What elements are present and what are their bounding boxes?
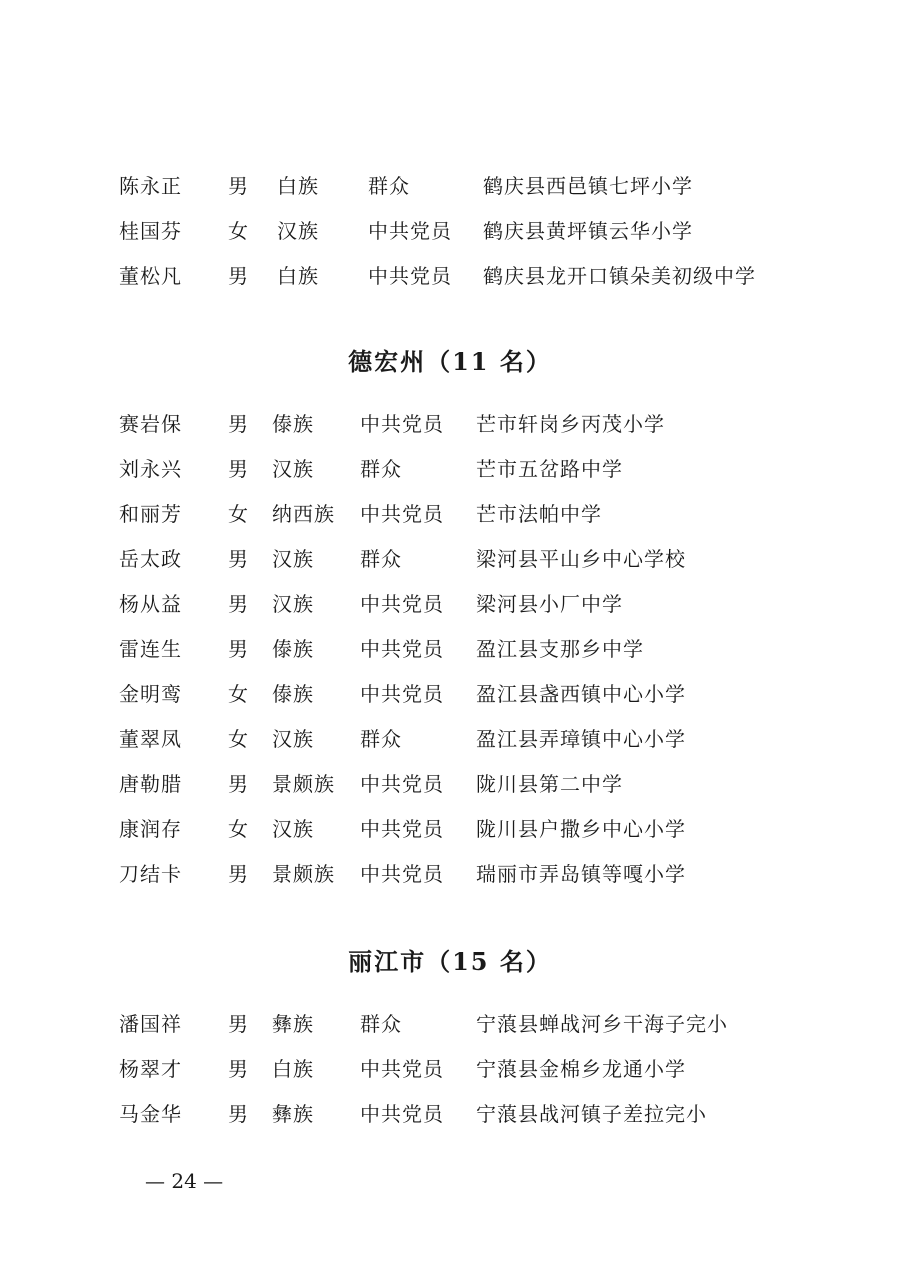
section-heading: 德宏州（11 名） — [348, 347, 552, 376]
person-ethnicity: 汉族 — [272, 817, 314, 841]
person-unit: 陇川县户撒乡中心小学 — [476, 817, 686, 841]
person-sex: 男 — [228, 547, 248, 571]
person-sex: 女 — [228, 502, 248, 526]
person-ethnicity: 汉族 — [272, 592, 314, 616]
person-name: 马金华 — [119, 1102, 182, 1126]
person-sex: 男 — [228, 637, 248, 661]
person-unit: 陇川县第二中学 — [476, 772, 623, 796]
list-item — [0, 814, 900, 844]
list-item — [0, 679, 900, 709]
person-unit: 梁河县平山乡中心学校 — [476, 547, 686, 571]
person-ethnicity: 景颇族 — [272, 862, 335, 886]
person-unit: 芒市法帕中学 — [476, 502, 602, 526]
person-ethnicity: 傣族 — [272, 682, 314, 706]
person-ethnicity: 白族 — [277, 174, 319, 198]
person-political-status: 群众 — [360, 547, 402, 571]
person-sex: 男 — [228, 412, 248, 436]
person-name: 杨从益 — [119, 592, 182, 616]
person-unit: 宁蒗县战河镇子差拉完小 — [476, 1102, 707, 1126]
person-unit: 鹤庆县龙开口镇朵美初级中学 — [483, 264, 756, 288]
person-unit: 宁蒗县金棉乡龙通小学 — [476, 1057, 686, 1081]
list-item — [0, 1009, 900, 1039]
person-sex: 女 — [228, 682, 248, 706]
list-item — [0, 1099, 900, 1129]
person-name: 唐勒腊 — [119, 772, 182, 796]
person-unit: 盈江县支那乡中学 — [476, 637, 644, 661]
person-sex: 男 — [228, 174, 248, 198]
person-ethnicity: 景颇族 — [272, 772, 335, 796]
list-item — [0, 261, 900, 291]
list-item — [0, 634, 900, 664]
list-item — [0, 1054, 900, 1084]
person-sex: 男 — [228, 862, 248, 886]
person-political-status: 群众 — [360, 457, 402, 481]
person-unit: 瑞丽市弄岛镇等嘎小学 — [476, 862, 686, 886]
person-name: 赛岩保 — [119, 412, 182, 436]
person-political-status: 中共党员 — [360, 862, 444, 886]
person-sex: 女 — [228, 219, 248, 243]
person-political-status: 中共党员 — [368, 264, 452, 288]
list-item — [0, 589, 900, 619]
person-unit: 梁河县小厂中学 — [476, 592, 623, 616]
person-sex: 男 — [228, 772, 248, 796]
person-ethnicity: 彝族 — [272, 1012, 314, 1036]
list-item — [0, 544, 900, 574]
person-sex: 男 — [228, 592, 248, 616]
person-political-status: 中共党员 — [360, 1102, 444, 1126]
person-political-status: 中共党员 — [360, 817, 444, 841]
person-sex: 男 — [228, 1057, 248, 1081]
person-sex: 男 — [228, 457, 248, 481]
page-number: — 24 — — [145, 1169, 224, 1193]
person-ethnicity: 白族 — [277, 264, 319, 288]
list-item — [0, 216, 900, 246]
list-item — [0, 171, 900, 201]
person-political-status: 中共党员 — [360, 772, 444, 796]
list-item — [0, 859, 900, 889]
person-political-status: 群众 — [360, 1012, 402, 1036]
person-sex: 男 — [228, 264, 248, 288]
person-name: 和丽芳 — [119, 502, 182, 526]
person-political-status: 中共党员 — [368, 219, 452, 243]
person-name: 刘永兴 — [119, 457, 182, 481]
person-unit: 盈江县盏西镇中心小学 — [476, 682, 686, 706]
person-unit: 芒市轩岗乡丙茂小学 — [476, 412, 665, 436]
person-unit: 鹤庆县西邑镇七坪小学 — [483, 174, 693, 198]
person-name: 岳太政 — [119, 547, 182, 571]
person-ethnicity: 汉族 — [272, 547, 314, 571]
section-heading: 丽江市（15 名） — [348, 947, 552, 976]
person-political-status: 中共党员 — [360, 412, 444, 436]
person-sex: 女 — [228, 817, 248, 841]
person-political-status: 中共党员 — [360, 502, 444, 526]
person-ethnicity: 汉族 — [272, 727, 314, 751]
person-ethnicity: 汉族 — [272, 457, 314, 481]
person-political-status: 中共党员 — [360, 1057, 444, 1081]
person-ethnicity: 白族 — [272, 1057, 314, 1081]
list-item — [0, 409, 900, 439]
person-political-status: 中共党员 — [360, 637, 444, 661]
person-name: 董翠凤 — [119, 727, 182, 751]
person-ethnicity: 彝族 — [272, 1102, 314, 1126]
person-political-status: 中共党员 — [360, 682, 444, 706]
person-political-status: 群众 — [368, 174, 410, 198]
person-name: 刀结卡 — [119, 862, 182, 886]
person-name: 雷连生 — [119, 637, 182, 661]
person-political-status: 群众 — [360, 727, 402, 751]
list-item — [0, 769, 900, 799]
person-name: 陈永正 — [119, 174, 182, 198]
person-name: 金明鸾 — [119, 682, 182, 706]
list-item — [0, 499, 900, 529]
person-name: 杨翠才 — [119, 1057, 182, 1081]
person-unit: 鹤庆县黄坪镇云华小学 — [483, 219, 693, 243]
person-unit: 芒市五岔路中学 — [476, 457, 623, 481]
person-sex: 女 — [228, 727, 248, 751]
list-item — [0, 724, 900, 754]
person-sex: 男 — [228, 1102, 248, 1126]
person-ethnicity: 汉族 — [277, 219, 319, 243]
person-ethnicity: 傣族 — [272, 637, 314, 661]
person-unit: 宁蒗县蝉战河乡干海子完小 — [476, 1012, 728, 1036]
person-name: 桂国芬 — [119, 219, 182, 243]
person-name: 潘国祥 — [119, 1012, 182, 1036]
person-unit: 盈江县弄璋镇中心小学 — [476, 727, 686, 751]
person-ethnicity: 傣族 — [272, 412, 314, 436]
person-political-status: 中共党员 — [360, 592, 444, 616]
person-name: 康润存 — [119, 817, 182, 841]
person-name: 董松凡 — [119, 264, 182, 288]
person-ethnicity: 纳西族 — [272, 502, 335, 526]
list-item — [0, 454, 900, 484]
person-sex: 男 — [228, 1012, 248, 1036]
